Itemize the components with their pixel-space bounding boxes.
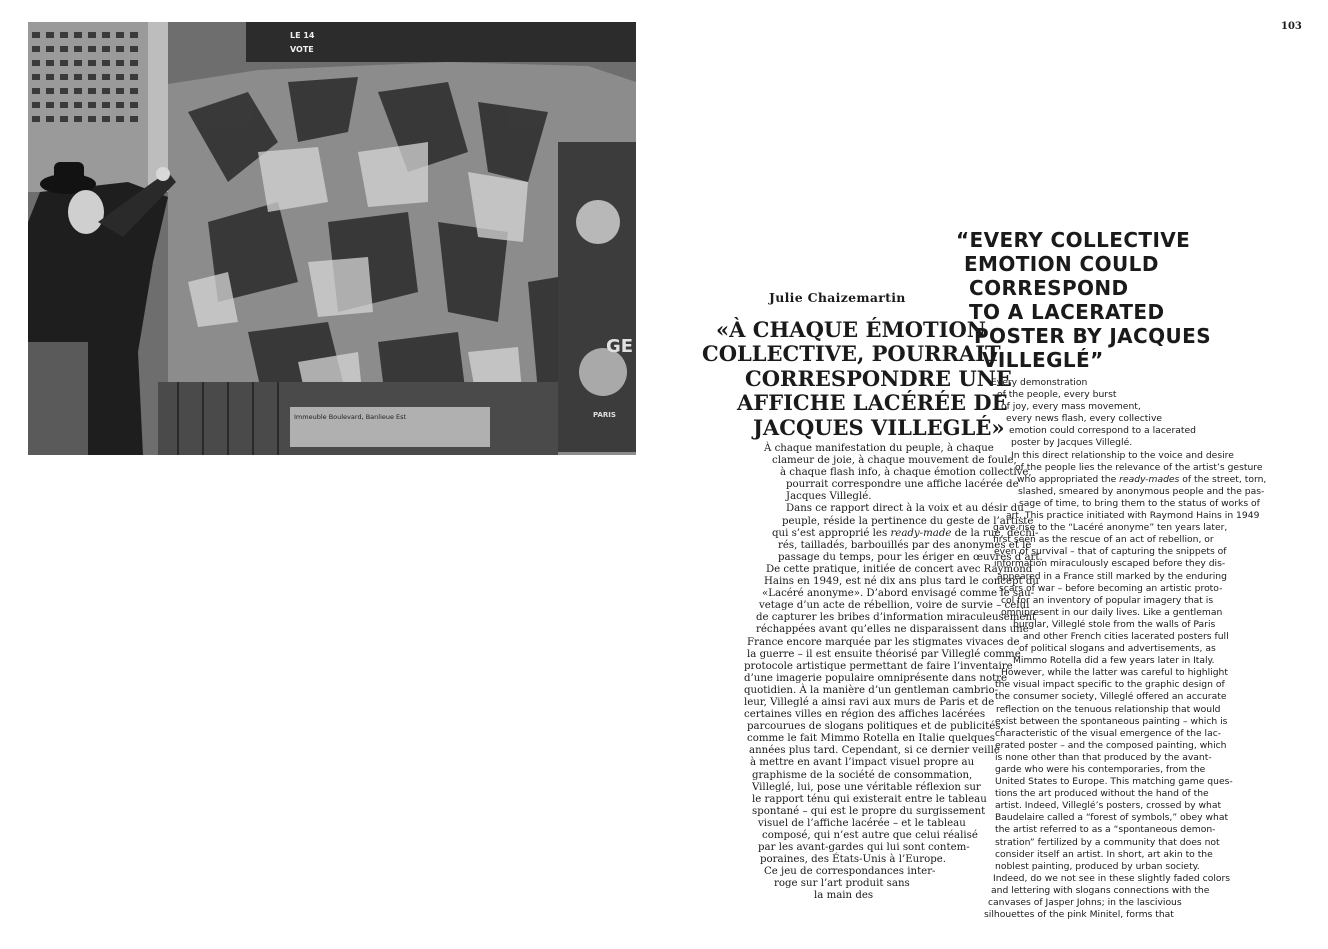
- english-title-line: POSTER BY JACQUES: [974, 324, 1212, 348]
- en-line: tions the art produced without the hand of the: [995, 788, 1209, 800]
- french-title-line: «À CHAQUE ÉMOTION: [716, 317, 986, 342]
- fr-line: à chaque flash info, à chaque émotion collective,: [780, 467, 1032, 479]
- english-title-line: VILLEGLÉ”: [982, 348, 1104, 372]
- english-title: [952, 228, 1212, 372]
- en-line: of the people lies the relevance of the artist’s gesture: [1015, 461, 1263, 473]
- en-line: artist. Indeed, Villeglé’s posters, crossed by what: [995, 800, 1222, 812]
- fr-line: «Lacéré anonyme». D’abord envisagé comme le sau-: [762, 588, 1035, 600]
- poster-wall-photo: [28, 22, 636, 455]
- en-line: of political slogans and advertisements, as: [1019, 643, 1216, 655]
- fr-line: Hains en 1949, est né dix ans plus tard le concept du: [764, 576, 1039, 588]
- en-line: exist between the spontaneous painting – which is: [995, 715, 1228, 727]
- fr-line: Jacques Villeglé.: [786, 491, 872, 503]
- fr-line: spontané – qui est le propre du surgissement: [752, 805, 986, 817]
- en-line: is none other than that produced by the avant-: [995, 751, 1212, 763]
- en-line: canvases of Jasper Johns; in the lascivious: [988, 897, 1182, 909]
- fr-line: le rapport ténu qui existerait entre le tableau: [752, 793, 987, 805]
- english-body: [981, 377, 1267, 921]
- en-line: In this direct relationship to the voice and desire: [1011, 449, 1234, 461]
- fr-line: graphisme de la société de consommation,: [752, 769, 973, 781]
- fr-line: À chaque manifestation du peuple, à chaque: [764, 443, 994, 454]
- fr-line: à mettre en avant l’impact visuel propre au: [750, 757, 975, 769]
- en-line: sage of time, to bring them to the status of works of: [1019, 497, 1260, 509]
- fr-line: Villeglé, lui, pose une véritable réflexion sur: [752, 781, 981, 793]
- en-line: scars of war – before becoming an artistic proto-: [999, 582, 1223, 594]
- en-line: poster by Jacques Villeglé.: [1011, 437, 1133, 449]
- fr-line: Ce jeu de correspondances inter-: [764, 866, 936, 878]
- fr-line: rés, tailladés, barbouillés par des anonymes et le: [778, 539, 1032, 551]
- fr-line: De cette pratique, initiée de concert avec Raymond: [766, 563, 1033, 575]
- en-line: erated poster – and the composed painting, which: [995, 739, 1227, 751]
- en-line: and lettering with slogans connections with the: [991, 884, 1210, 896]
- street-sign: Immeuble Boulevard, Banlieue Est: [294, 413, 407, 421]
- french-title-line: COLLECTIVE, POURRAIT: [702, 341, 1001, 367]
- fr-line: par les avant-gardes qui lui sont contem-: [758, 842, 970, 854]
- fr-line: leur, Villeglé a ainsi ravi aux murs de Paris et de: [744, 696, 995, 708]
- en-line: the consumer society, Villeglé offered an accurate: [995, 691, 1227, 703]
- en-line: gave rise to the “Lacéré anonyme” ten years later,: [993, 522, 1228, 534]
- fr-line: vetage d’un acte de rébellion, voire de survie – celui: [759, 600, 1030, 612]
- en-line: and other French cities lacerated posters full: [1023, 630, 1229, 642]
- en-line: stration” fertilized by a community that does not: [995, 836, 1220, 848]
- en-line: omnipresent in our daily lives. Like a gentleman: [1001, 606, 1223, 618]
- fr-line: années plus tard. Cependant, si ce dernier veille: [749, 745, 1000, 757]
- french-title-line: CORRESPONDRE UNE: [745, 365, 1012, 391]
- fr-line: la guerre – il est ensuite théorisé par Villeglé comme: [747, 648, 1021, 660]
- fr-line: comme le fait Mimmo Rotella en Italie quelques: [747, 733, 996, 745]
- en-line: garde who were his contemporaries, from the: [995, 764, 1206, 775]
- fr-line: pourrait correspondre une affiche lacérée de: [786, 479, 1019, 491]
- en-line: of joy, every mass movement,: [1001, 401, 1141, 413]
- fr-line: visuel de l’affiche lacérée – et le tableau: [758, 817, 966, 829]
- fr-line: roge sur l’art produit sans: [774, 878, 910, 890]
- french-title-line: JACQUES VILLEGLÉ»: [753, 414, 1005, 440]
- english-title-line: EMOTION COULD: [964, 252, 1159, 276]
- fr-line: quotidien. À la manière d’un gentleman cambrio-: [744, 684, 999, 696]
- en-line: even of survival – that of capturing the snippets of: [994, 546, 1227, 558]
- fr-line: parcourues de slogans politiques et de publicités,: [747, 721, 1004, 733]
- en-line: consider itself an artist. In short, art akin to the: [995, 848, 1213, 860]
- en-line: appeared in a France still marked by the enduring: [997, 570, 1227, 582]
- fr-line: protocole artistique permettant de faire l’inventaire: [744, 660, 1013, 672]
- en-line: Mimmo Rotella did a few years later in Italy.: [1013, 655, 1215, 667]
- french-title-line: AFFICHE LACÉRÉE DE: [737, 390, 1008, 416]
- en-line: who appropriated the ready-mades of the street, torn,: [1017, 473, 1267, 485]
- sign-text-2: VOTE: [290, 45, 314, 54]
- english-title-line: “EVERY COLLECTIVE: [956, 228, 1191, 252]
- fr-line: la main des: [814, 890, 874, 902]
- en-line: emotion could correspond to a lacerated: [1009, 425, 1196, 437]
- sign-text-1: LE 14: [290, 31, 315, 40]
- en-line: silhouettes of the pink Minitel, forms that: [984, 909, 1174, 921]
- fr-line: peuple, réside la pertinence du geste de l’artiste: [782, 515, 1034, 527]
- en-line: every news flash, every collective: [1006, 413, 1163, 425]
- en-line: Every demonstration: [991, 377, 1088, 388]
- en-line: of the people, every burst: [997, 389, 1117, 401]
- en-line: slashed, smeared by anonymous people and the pas-: [1018, 485, 1265, 497]
- en-line: information miraculously escaped before they dis-: [994, 558, 1226, 570]
- fr-line: certaines villes en région des affiches lacérées: [744, 709, 986, 721]
- en-line: However, while the latter was careful to highlight: [1001, 667, 1228, 679]
- english-title-line: TO A LACERATED: [969, 300, 1165, 324]
- en-line: Baudelaire called a “forest of symbols,” obey what: [995, 812, 1229, 824]
- en-line: the visual impact specific to the graphic design of: [995, 679, 1225, 691]
- fr-line: Dans ce rapport direct à la voix et au désir du: [786, 503, 1024, 515]
- fr-line: de capturer les bribes d’information miraculeusement: [756, 612, 1037, 624]
- page-number: 103: [1281, 21, 1302, 32]
- en-line: col for an inventory of popular imagery that is: [1001, 594, 1214, 606]
- poster-text: GE: [606, 336, 634, 357]
- fr-line: clameur de joie, à chaque mouvement de foule,: [772, 455, 1017, 467]
- en-line: reflection on the tenuous relationship that would: [996, 703, 1221, 715]
- en-line: Indeed, do we not see in these slightly faded colors: [993, 872, 1231, 884]
- fr-line: composé, qui n’est autre que celui réalisé: [762, 830, 978, 841]
- fr-line: qui s’est approprié les ready-made de la rue, déchi-: [772, 527, 1039, 539]
- author-name: Julie Chaizemartin: [769, 290, 906, 305]
- fr-line: réchappées avant qu’elles ne disparaissent dans une: [756, 624, 1029, 636]
- en-line: the artist referred to as a “spontaneous demon-: [995, 824, 1216, 836]
- poster-text-paris: PARIS: [593, 411, 616, 419]
- fr-line: passage du temps, pour les ériger en œuvres d’art.: [778, 551, 1043, 563]
- fr-line: France encore marquée par les stigmates vivaces de: [747, 636, 1020, 648]
- english-title-line: CORRESPOND: [969, 276, 1129, 300]
- fr-line: poraines, des États-Unis à l’Europe.: [760, 854, 947, 866]
- en-line: first seen as the rescue of an act of rebellion, or: [993, 534, 1214, 546]
- en-line: characteristic of the visual emergence of the lac-: [995, 727, 1222, 739]
- en-line: art. This practice initiated with Raymond Hains in 1949: [1006, 510, 1260, 522]
- en-line: United States to Europe. This matching game ques-: [995, 776, 1233, 788]
- en-line: noblest painting, produced by urban society.: [995, 860, 1200, 872]
- en-line: burglar, Villeglé stole from the walls of Paris: [1013, 618, 1216, 630]
- fr-line: d’une imagerie populaire omniprésente dans notre: [744, 672, 1008, 684]
